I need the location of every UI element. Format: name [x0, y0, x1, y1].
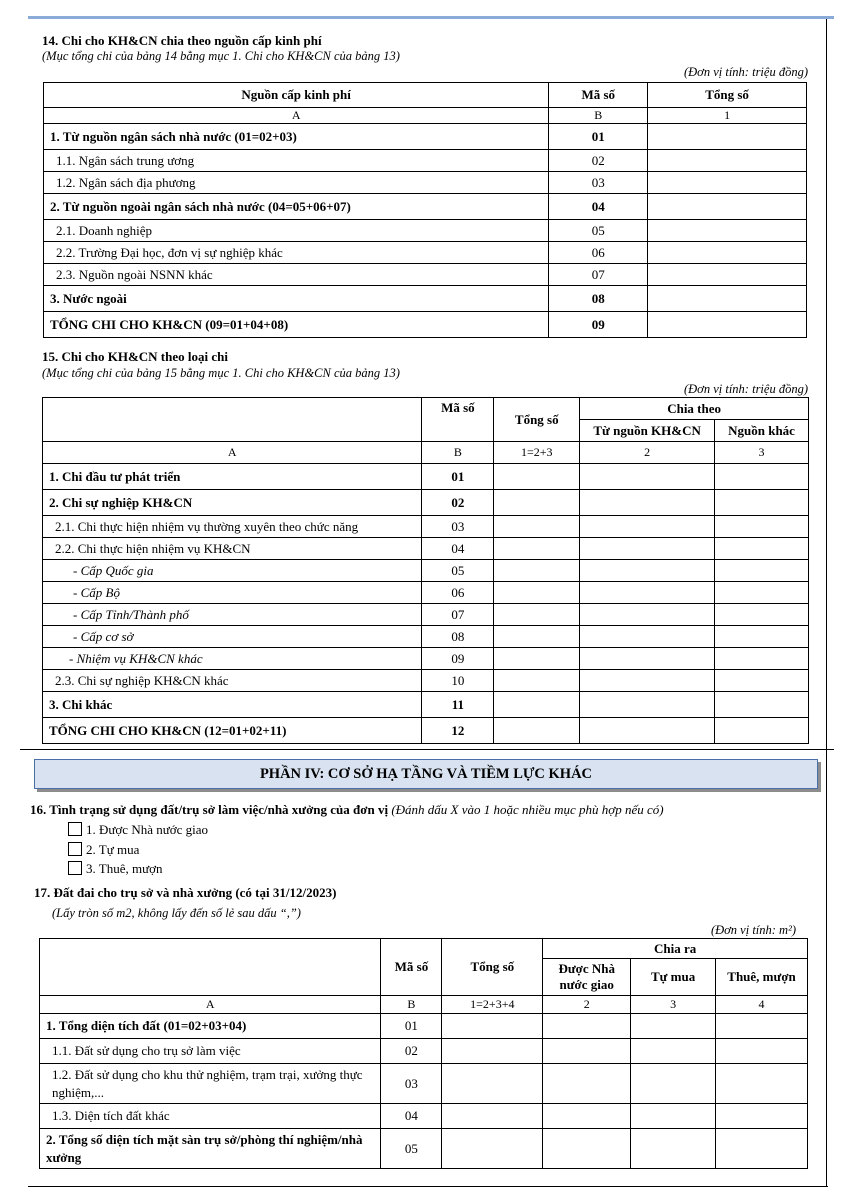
s15-header-total: Tổng số — [494, 398, 580, 442]
table-row — [43, 516, 809, 538]
s17-row-label: 1.1. Đất sử dụng cho trụ sở làm việc — [40, 1039, 381, 1064]
s14-title: 14. Chi cho KH&CN chia theo nguồn cấp kinh phí — [42, 33, 322, 48]
s16-heading — [30, 802, 664, 818]
top-rule — [28, 16, 834, 19]
s15-cell[interactable] — [494, 626, 580, 648]
s15-cell[interactable] — [580, 516, 715, 538]
s15-row-code: 05 — [422, 560, 494, 582]
s14-row-total[interactable] — [648, 242, 807, 264]
s15-cell[interactable] — [494, 718, 580, 744]
s16-option-3[interactable] — [68, 861, 163, 877]
s15-row-label: 3. Chi khác — [43, 692, 422, 718]
s17-table — [39, 938, 808, 1169]
s14-row-total[interactable] — [648, 194, 807, 220]
s15-cell[interactable] — [580, 692, 715, 718]
s15-cell[interactable] — [715, 692, 809, 718]
s17-sub-3: 3 — [631, 996, 716, 1014]
table-row — [43, 670, 809, 692]
s15-row-code: 09 — [422, 648, 494, 670]
s15-title: 15. Chi cho KH&CN theo loại chi — [42, 349, 228, 364]
s15-row-label: - Cấp cơ sở — [43, 626, 422, 648]
s14-sub-b: B — [549, 108, 648, 124]
table-row — [44, 172, 807, 194]
s17-sub-b: B — [381, 996, 442, 1014]
s15-row-code: 10 — [422, 670, 494, 692]
s14-note: (Mục tổng chi của bảng 14 bằng mục 1. Chi cho KH&CN của bảng 13) — [42, 49, 400, 63]
s15-row-code: 12 — [422, 718, 494, 744]
s17-note: (Lấy tròn số m2, không lấy đến số lẻ sau dấu “,”) — [52, 906, 301, 920]
s16-option-label: 1. Được Nhà nước giao — [86, 822, 209, 837]
s15-row-code: 01 — [422, 464, 494, 490]
table-row — [44, 264, 807, 286]
s15-row-label: - Nhiệm vụ KH&CN khác — [43, 648, 422, 670]
s14-header-total: Tổng số — [648, 83, 807, 108]
s17-sub-a: A — [40, 996, 381, 1014]
s14-row-label: 2.3. Nguồn ngoài NSNN khác — [44, 264, 549, 286]
s17-cell[interactable] — [631, 1064, 716, 1104]
s14-row-code: 03 — [549, 172, 648, 194]
s14-sub-a: A — [44, 108, 549, 124]
s15-row-code: 11 — [422, 692, 494, 718]
s15-cell[interactable] — [494, 604, 580, 626]
s15-header-blank — [43, 398, 422, 442]
table-row — [44, 124, 807, 150]
checkbox-icon[interactable] — [68, 861, 82, 875]
table-row — [44, 220, 807, 242]
s15-cell[interactable] — [715, 648, 809, 670]
s15-cell[interactable] — [580, 490, 715, 516]
s15-cell[interactable] — [494, 648, 580, 670]
s17-title: 17. Đất đai cho trụ sở và nhà xưởng (có tại 31/12/2023) — [34, 885, 337, 900]
table-row — [43, 648, 809, 670]
table-row — [43, 604, 809, 626]
s16-note: (Đánh dấu X vào 1 hoặc nhiều mục phù hợp nếu có) — [391, 802, 664, 817]
s15-header-code: Mã số — [422, 398, 494, 442]
s17-cell[interactable] — [716, 1064, 808, 1104]
table-row — [43, 490, 809, 516]
s15-cell[interactable] — [715, 560, 809, 582]
s17-header-c3: Thuê, mượn — [716, 959, 808, 996]
s15-row-label: TỔNG CHI CHO KH&CN (12=01+02+11) — [43, 718, 422, 744]
s15-row-label: - Cấp Bộ — [43, 582, 422, 604]
s16-option-label: 3. Thuê, mượn — [86, 861, 163, 876]
s14-row-total[interactable] — [648, 264, 807, 286]
s15-cell[interactable] — [580, 626, 715, 648]
s14-row-code: 04 — [549, 194, 648, 220]
s15-cell[interactable] — [580, 560, 715, 582]
s15-cell[interactable] — [715, 582, 809, 604]
s15-sub-1: 1=2+3 — [494, 442, 580, 464]
checkbox-icon[interactable] — [68, 842, 82, 856]
s14-row-code: 01 — [549, 124, 648, 150]
s14-row-label: 3. Nước ngoài — [44, 286, 549, 312]
s17-cell[interactable] — [631, 1129, 716, 1169]
table-row — [44, 286, 807, 312]
s17-cell[interactable] — [543, 1129, 631, 1169]
s14-row-total[interactable] — [648, 172, 807, 194]
s17-cell[interactable] — [442, 1129, 543, 1169]
s15-header-split: Chia theo — [580, 398, 809, 420]
s14-row-label: 2.1. Doanh nghiệp — [44, 220, 549, 242]
s17-row-label: 1. Tổng diện tích đất (01=02+03+04) — [40, 1014, 381, 1039]
s14-row-code: 05 — [549, 220, 648, 242]
s17-row-label: 1.2. Đất sử dụng cho khu thử nghiệm, trạm trại, xưởng thực nghiệm,... — [40, 1064, 381, 1104]
s15-cell[interactable] — [580, 604, 715, 626]
s15-cell[interactable] — [494, 490, 580, 516]
s17-row-code: 05 — [381, 1129, 442, 1169]
s15-cell[interactable] — [715, 538, 809, 560]
s15-cell[interactable] — [580, 670, 715, 692]
s14-row-label: 1. Từ nguồn ngân sách nhà nước (01=02+03) — [44, 124, 549, 150]
table-row — [44, 194, 807, 220]
s15-row-label: 2. Chi sự nghiệp KH&CN — [43, 490, 422, 516]
s14-row-total[interactable] — [648, 312, 807, 338]
s17-cell[interactable] — [543, 1014, 631, 1039]
section-break-line — [20, 749, 834, 750]
s17-header-total: Tổng số — [442, 939, 543, 996]
s14-row-label: TỔNG CHI CHO KH&CN (09=01+04+08) — [44, 312, 549, 338]
s17-cell[interactable] — [543, 1104, 631, 1129]
s15-cell[interactable] — [494, 464, 580, 490]
s17-cell[interactable] — [631, 1039, 716, 1064]
s15-cell[interactable] — [715, 490, 809, 516]
s15-cell[interactable] — [494, 670, 580, 692]
table-row — [43, 560, 809, 582]
table-row — [43, 582, 809, 604]
s14-row-code: 06 — [549, 242, 648, 264]
s17-cell[interactable] — [631, 1014, 716, 1039]
s15-row-code: 07 — [422, 604, 494, 626]
s14-row-label: 2.2. Trường Đại học, đơn vị sự nghiệp khác — [44, 242, 549, 264]
s15-cell[interactable] — [580, 648, 715, 670]
s17-header-split: Chia ra — [543, 939, 808, 959]
s15-cell[interactable] — [494, 560, 580, 582]
s14-row-total[interactable] — [648, 124, 807, 150]
s17-header-code: Mã số — [381, 939, 442, 996]
s14-header-source: Nguồn cấp kinh phí — [44, 83, 549, 108]
s15-cell[interactable] — [715, 626, 809, 648]
s17-cell[interactable] — [543, 1064, 631, 1104]
s14-row-code: 08 — [549, 286, 648, 312]
table-row — [40, 1104, 808, 1129]
s17-sub-4: 4 — [716, 996, 808, 1014]
s15-row-code: 08 — [422, 626, 494, 648]
s17-cell[interactable] — [716, 1104, 808, 1129]
s17-row-label: 1.3. Diện tích đất khác — [40, 1104, 381, 1129]
s17-cell[interactable] — [442, 1104, 543, 1129]
part4-banner: PHẦN IV: CƠ SỞ HẠ TẦNG VÀ TIỀM LỰC KHÁC — [34, 759, 818, 789]
s15-row-label: 2.2. Chi thực hiện nhiệm vụ KH&CN — [43, 538, 422, 560]
s17-row-code: 01 — [381, 1014, 442, 1039]
s15-cell[interactable] — [580, 464, 715, 490]
s15-table — [42, 397, 809, 744]
table-row — [40, 1129, 808, 1169]
s15-cell[interactable] — [494, 692, 580, 718]
s15-cell[interactable] — [580, 718, 715, 744]
s16-title: 16. Tình trạng sử dụng đất/trụ sở làm việc/nhà xưởng của đơn vị — [30, 802, 389, 817]
s15-cell[interactable] — [494, 538, 580, 560]
s14-row-code: 09 — [549, 312, 648, 338]
table-row — [44, 312, 807, 338]
s14-row-total[interactable] — [648, 150, 807, 172]
s17-cell[interactable] — [543, 1039, 631, 1064]
s15-row-label: 2.3. Chi sự nghiệp KH&CN khác — [43, 670, 422, 692]
s15-cell[interactable] — [580, 538, 715, 560]
s17-row-code: 03 — [381, 1064, 442, 1104]
s15-sub-2: 2 — [580, 442, 715, 464]
s15-cell[interactable] — [715, 718, 809, 744]
page-border-right-lower — [826, 750, 827, 1186]
s17-row-label: 2. Tổng số diện tích mặt sàn trụ sở/phòng thí nghiệm/nhà xưởng — [40, 1129, 381, 1169]
s14-unit: (Đơn vị tính: triệu đồng) — [683, 65, 808, 79]
page-border-right — [826, 19, 827, 749]
s14-row-code: 07 — [549, 264, 648, 286]
s15-sub-a: A — [43, 442, 422, 464]
table-row — [43, 718, 809, 744]
s17-cell[interactable] — [716, 1039, 808, 1064]
s17-cell[interactable] — [631, 1104, 716, 1129]
s15-sub-3: 3 — [715, 442, 809, 464]
s15-cell[interactable] — [494, 516, 580, 538]
table-row — [43, 692, 809, 718]
table-row — [44, 150, 807, 172]
s17-unit: (Đơn vị tính: m²) — [710, 923, 796, 937]
s15-cell[interactable] — [494, 582, 580, 604]
s15-row-label: 1. Chi đầu tư phát triển — [43, 464, 422, 490]
s15-cell[interactable] — [715, 464, 809, 490]
table-row — [43, 464, 809, 490]
table-row — [43, 626, 809, 648]
s17-cell[interactable] — [442, 1014, 543, 1039]
s17-cell[interactable] — [716, 1129, 808, 1169]
s17-cell[interactable] — [716, 1014, 808, 1039]
s14-row-total[interactable] — [648, 286, 807, 312]
s15-row-code: 06 — [422, 582, 494, 604]
s14-sub-1: 1 — [648, 108, 807, 124]
s15-sub-b: B — [422, 442, 494, 464]
s14-row-total[interactable] — [648, 220, 807, 242]
s14-header-code: Mã số — [549, 83, 648, 108]
s15-unit: (Đơn vị tính: triệu đồng) — [683, 382, 808, 396]
s14-row-label: 2. Từ nguồn ngoài ngân sách nhà nước (04=05+06+07) — [44, 194, 549, 220]
table-row — [43, 538, 809, 560]
s15-cell[interactable] — [715, 516, 809, 538]
s17-sub-1: 1=2+3+4 — [442, 996, 543, 1014]
s14-row-code: 02 — [549, 150, 648, 172]
s17-row-code: 04 — [381, 1104, 442, 1129]
s15-cell[interactable] — [715, 670, 809, 692]
s15-row-code: 03 — [422, 516, 494, 538]
s15-row-label: - Cấp Tỉnh/Thành phố — [43, 604, 422, 626]
table-row — [40, 1014, 808, 1039]
s14-table — [43, 82, 807, 338]
s16-option-label: 2. Tự mua — [86, 842, 140, 857]
s17-sub-2: 2 — [543, 996, 631, 1014]
s14-row-label: 1.2. Ngân sách địa phương — [44, 172, 549, 194]
s16-option-2[interactable] — [68, 842, 139, 858]
s15-header-src2: Nguồn khác — [715, 420, 809, 442]
s14-row-label: 1.1. Ngân sách trung ương — [44, 150, 549, 172]
s17-header-c1: Được Nhà nước giao — [543, 959, 631, 996]
s15-row-code: 04 — [422, 538, 494, 560]
s15-header-src1: Từ nguồn KH&CN — [580, 420, 715, 442]
s15-cell[interactable] — [580, 582, 715, 604]
table-row — [40, 1039, 808, 1064]
checkbox-icon[interactable] — [68, 822, 82, 836]
s17-cell[interactable] — [442, 1039, 543, 1064]
s17-cell[interactable] — [442, 1064, 543, 1104]
s15-note: (Mục tổng chi của bảng 15 bằng mục 1. Chi cho KH&CN của bảng 13) — [42, 366, 400, 380]
s15-cell[interactable] — [715, 604, 809, 626]
s15-row-label: - Cấp Quốc gia — [43, 560, 422, 582]
table-row — [44, 242, 807, 264]
s16-option-1[interactable] — [68, 822, 208, 838]
bottom-border — [28, 1186, 828, 1187]
s15-row-code: 02 — [422, 490, 494, 516]
s17-row-code: 02 — [381, 1039, 442, 1064]
s15-row-label: 2.1. Chi thực hiện nhiệm vụ thường xuyên theo chức năng — [43, 516, 422, 538]
s17-header-blank — [40, 939, 381, 996]
table-row — [40, 1064, 808, 1104]
s17-header-c2: Tự mua — [631, 959, 716, 996]
